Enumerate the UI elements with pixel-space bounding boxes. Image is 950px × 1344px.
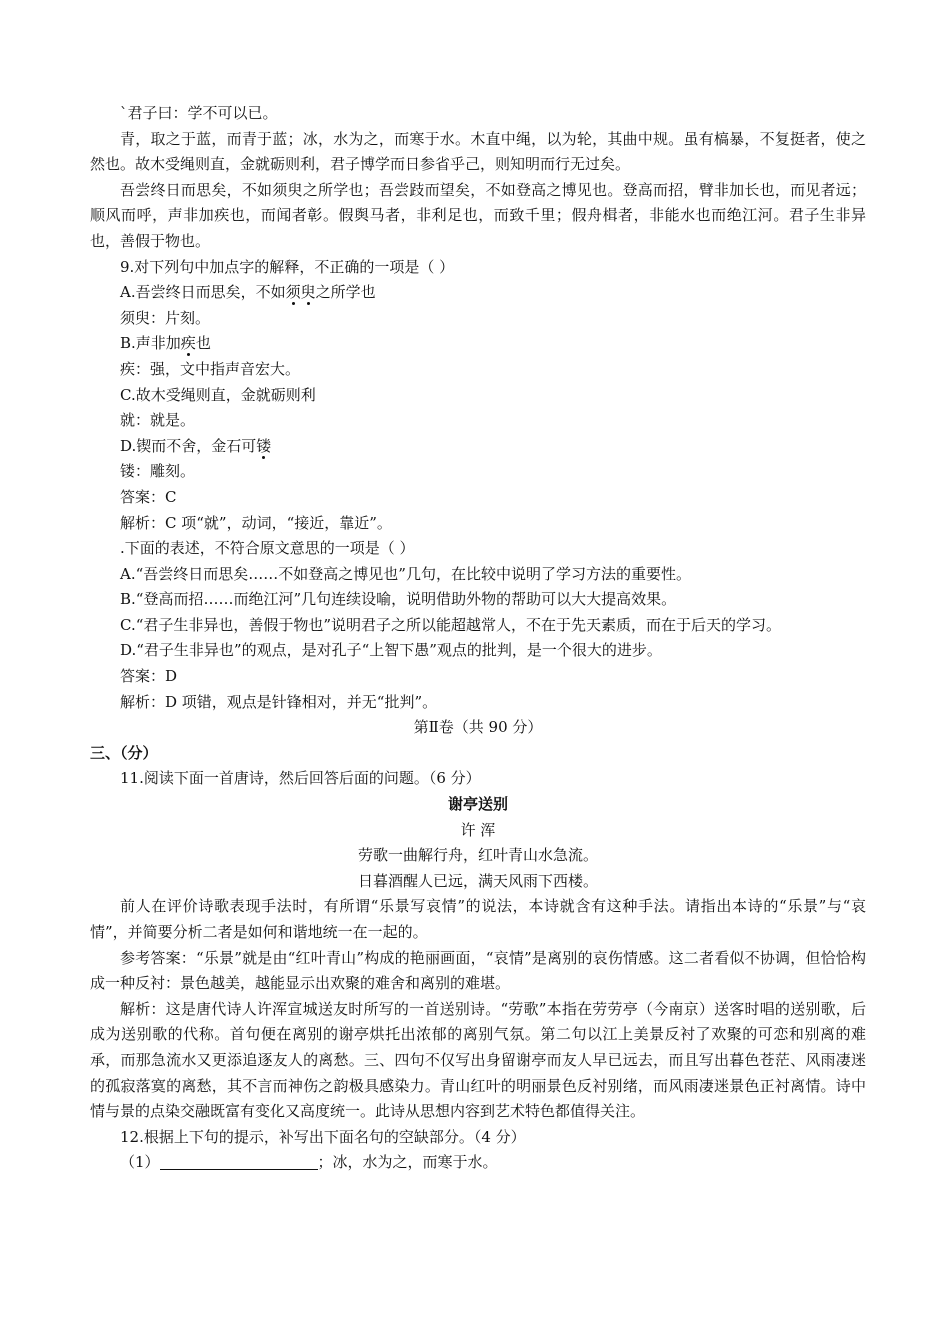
question-12-item-1: （1） ；冰，水为之，而寒于水。 [120, 1153, 498, 1172]
poem-line-2: 日暮酒醒人已远，满天风雨下西楼。 [357, 871, 598, 890]
question-10-option-c: C.“君子生非异也，善假于物也”说明君子之所以能超越常人，不在于先天素质，而在于后天的学习。 [120, 615, 782, 634]
dotted-char: 镂 [256, 436, 272, 455]
document-page [90, 101, 866, 1176]
question-10-option-b: B.“登高而招……而绝江河”几句连续设喻，说明借助外物的帮助可以大大提高效果。 [120, 590, 677, 609]
question-9-option-c: C.故木受绳则直，金就砺则利 [120, 385, 316, 404]
question-9-answer: 答案：C [120, 487, 177, 506]
question-11-solution: 解析：这是唐代诗人许浑宣城送友时所写的一首送别诗。“劳歌”本指在劳劳亭（今南京）送客时唱的送别歌，后成为送别歌的代称。首句便在离别的谢亭烘托出浓郁的离别气氛。第二句以江上美景反衬了欢聚的可恋和别离的难承，而那急流水又更添追逐友人的离愁。三、四句不仅写出身留谢亭而友人早已远去，而且写出暮色苍茫、风雨凄迷的孤寂落寞的离愁，其不言而神伤之韵极具感染力。青山红叶的明丽景色反衬别绪，而风雨凄迷景色正衬离情。诗中情与景的点染交融既富有变化又高度统一。此诗从思想内容到艺术特色都值得关注。 [90, 999, 866, 1121]
question-9-option-d: D.锲而不舍，金石可镂 [120, 436, 272, 455]
answer-blank[interactable] [160, 1153, 318, 1170]
question-9-option-a: A.吾尝终日而思矣，不如须臾之所学也 [120, 283, 376, 302]
dotted-char: 须 [285, 283, 301, 302]
passage-paragraph-2: 青，取之于蓝，而青于蓝；冰，水为之，而寒于水。木直中绳，以为轮，其曲中规。虽有槁暴，不复挺者，使之然也。故木受绳则直，金就砺则利，君子博学而日参省乎己，则知明而行无过矣。 [90, 129, 866, 174]
question-12: 12.根据上下句的提示，补写出下面名句的空缺部分。（4 分） [120, 1127, 526, 1146]
poem-author: 许 浑 [460, 820, 496, 839]
question-11: 11.阅读下面一首唐诗，然后回答后面的问题。（6 分） [120, 769, 481, 788]
question-9: 9.对下列句中加点字的解释，不正确的一项是（ ） [120, 257, 455, 276]
volume-2-heading: 第Ⅱ卷（共 90 分） [413, 718, 543, 737]
section-3-heading: 三、（分） [90, 743, 158, 762]
question-11-reference-answer: 参考答案：“乐景”就是由“红叶青山”构成的艳丽画面，“哀情”是离别的哀伤情感。这二者看似不协调，但恰恰构成一种反衬：景色越美，越能显示出欢聚的难舍和离别的难堪。 [90, 948, 866, 993]
question-9-option-c-explanation: 就：就是。 [120, 411, 196, 430]
passage-paragraph-3: 吾尝终日而思矣，不如须臾之所学也；吾尝跂而望矣，不如登高之博见也。登高而招，臂非加长也，而见者远；顺风而呼，声非加疾也，而闻者彰。假舆马者，非利足也，而致千里；假舟楫者，非能水也而绝江河。君子生非异也，善假于物也。 [90, 180, 866, 250]
dotted-char: 疾 [180, 334, 196, 353]
dotted-char: 臾 [300, 283, 316, 302]
question-10-option-d: D.“君子生非异也”的观点，是对孔子“上智下愚”观点的批判，是一个很大的进步。 [120, 641, 662, 660]
question-9-option-d-explanation: 镂：雕刻。 [120, 462, 196, 481]
question-9-option-b-explanation: 疾：强，文中指声音宏大。 [120, 359, 301, 378]
question-11-prompt: 前人在评价诗歌表现手法时，有所谓“乐景写哀情”的说法，本诗就含有这种手法。请指出本诗的“乐景”与“哀情”，并简要分析二者是如何和谐地统一在一起的。 [90, 897, 866, 941]
question-9-solution: 解析：C 项“就”，动词，“接近，靠近”。 [120, 513, 392, 532]
question-10: .下面的表述，不符合原文意思的一项是（ ） [120, 539, 415, 558]
question-10-solution: 解析：D 项错，观点是针锋相对，并无“批判”。 [120, 692, 438, 711]
passage-line-1: `君子曰：学不可以已。 [120, 104, 278, 122]
poem-line-1: 劳歌一曲解行舟，红叶青山水急流。 [357, 846, 598, 865]
question-10-answer: 答案：D [120, 667, 178, 686]
question-10-option-a: A.“吾尝终日而思矣……不如登高之博见也”几句，在比较中说明了学习方法的重要性。 [120, 564, 691, 583]
poem-title: 谢亭送别 [447, 795, 508, 814]
question-9-option-a-explanation: 须臾：片刻。 [120, 308, 211, 327]
question-9-option-b: B.声非加疾也 [120, 334, 211, 353]
